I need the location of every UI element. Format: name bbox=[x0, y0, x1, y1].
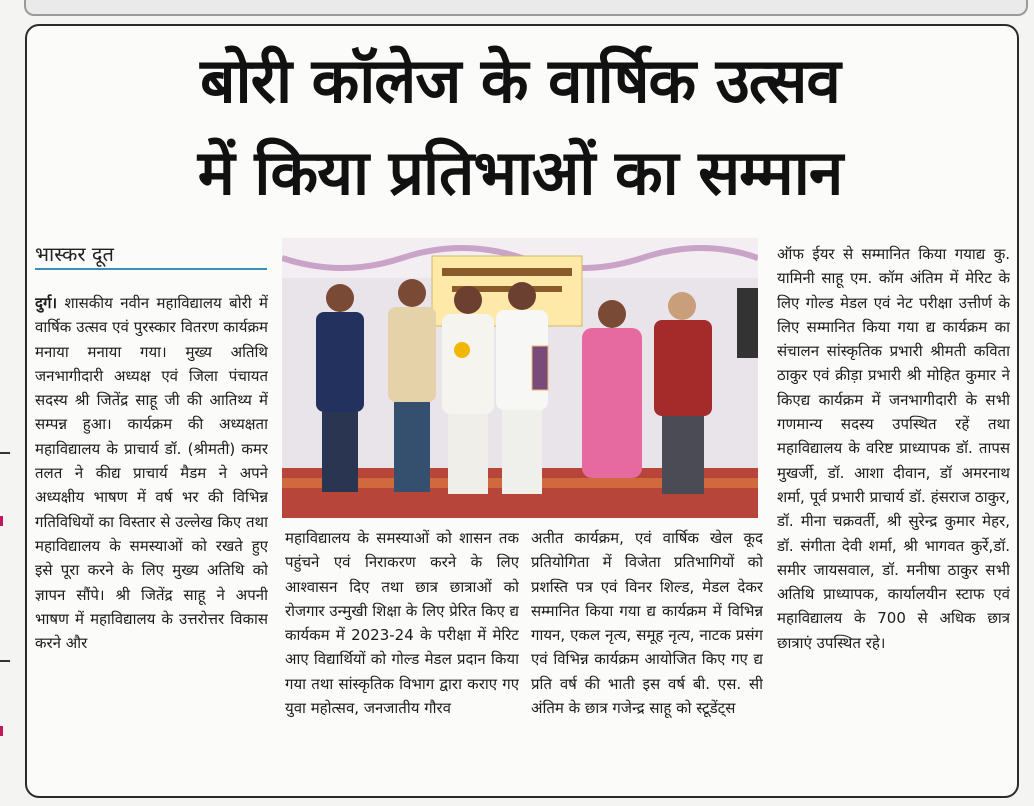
article-column-3 bbox=[531, 526, 763, 791]
event-photo bbox=[282, 238, 758, 518]
column-4-text: ऑफ ईयर से सम्मानित किया गयाद्य कु. यामिनी साहू एम. कॉम अंतिम में मेरिट के लिए गोल्ड मेडल एवं नेट परीक्षा उत्तीर्ण के लिए सम्मानित किया गया द्य कार्यक्रम का संचालन सांस्कृतिक प्रभारी श्रीमती कविता ठाकुर एवं क्रीड़ा प्रभारी श्री मोहित कुमार ने किएद्य कार्यक्रम में जनभागीदारी के सभी गणमान्य सदस्य उपस्थित रहें तथा महाविद्यालय के वरिष्ट प्राध्यापक डॉ. तापस मुखर्जी, डॉ. आशा दीवान, डॉ अमरनाथ शर्मा, पूर्व प्रभारी प्राचार्य डॉ. हंसराज ठाकुर, डॉ. मीना चक्रवर्ती, श्री सुरेन्द्र कुमार मेहर, डॉ. संगीता देवी शर्मा, श्री भागवत कुर्रे,डॉ. समीर जायसवाल, डॉ. मनीषा ठाकुर सभी अतिथि प्राध्यापक, कार्यालयीन स्टाफ एवं महाविद्यालय के 700 से अधिक छात्र छात्राएं उपस्थित रहे। bbox=[777, 245, 1010, 652]
headline-line-2: में किया प्रतिभाओं का सम्मान bbox=[197, 136, 843, 209]
article-column-2 bbox=[285, 526, 519, 791]
top-edge-strip bbox=[24, 0, 1028, 16]
column-1-text: शासकीय नवीन महाविद्यालय बोरी में वार्षिक उत्सव एवं पुरस्कार वितरण कार्यक्रम मनाया मनाया गया। मुख्य अतिथि जनभागीदारी अध्यक्ष एवं जिला पंचायत सदस्य श्री जितेंद्र साहू जी की आतिथ्य में सम्पन्न हुआ। कार्यक्रम की अध्यक्षता महाविद्यालय के प्राचार्य डॉ. (श्रीमती) कमर तलत ने कीद्य प्राचार्य मैडम ने अपने अध्यक्षीय भाषण में वर्ष भर की विभिन्न गतिविधियों का विस्तार से उल्लेख किए तथा महाविद्यालय के समस्याओं को रखते हुए इसे पूरा करने के लिए मुख्य अतिथि को ज्ञापन सौंपे। श्री जितेंद्र साहू ने अपनी भाषण में महाविद्यालय के उत्तरोत्तर विकास करने और bbox=[35, 294, 268, 653]
byline-underline bbox=[35, 268, 267, 270]
article-column-4 bbox=[777, 242, 1010, 791]
column-2-text: महाविद्यालय के समस्याओं को शासन तक पहुंचने एवं निराकरण करने के लिए आश्वासन दिए तथा छात्र छात्राओं को रोजगार उन्मुखी शिक्षा के लिए प्रेरित किए द्य कार्यकम में 2023-24 के परीक्षा में मेरिट आए विद्यार्थियों को गोल्ड मेडल प्रदान किया गया तथा सांस्कृतिक विभाग द्वारा कराए गए युवा महोत्सव, जनजातीय गौरव bbox=[285, 529, 519, 718]
dateline: दुर्ग। bbox=[35, 294, 58, 312]
headline-line-1: बोरी कॉलेज के वार्षिक उत्सव bbox=[200, 44, 840, 117]
left-margin-tick bbox=[0, 660, 10, 662]
left-margin-mark bbox=[0, 726, 3, 736]
left-margin-mark bbox=[0, 516, 3, 526]
article-column-1 bbox=[35, 291, 268, 791]
column-3-text: अतीत कार्यक्रम, एवं वार्षिक खेल कूद प्रतियोगिता में विजेता प्रतिभागियों को प्रशस्ति पत्र एवं विनर शिल्ड, मेडल देकर सम्मानित किया गया द्य कार्यक्रम में विभिन्न गायन, एकल नृत्य, समूह नृत्य, नाटक प्रसंग एवं विभिन्न कार्यक्रम आयोजित किए गए द्य प्रति वर्ष की भाती इस वर्ष बी. एस. सी अंतिम के छात्र गजेन्द्र साहू को स्टूडेंट्स bbox=[531, 529, 763, 718]
event-photo-illustration bbox=[282, 238, 758, 518]
left-margin-tick bbox=[0, 452, 10, 454]
byline: भास्कर दूत bbox=[35, 242, 114, 266]
